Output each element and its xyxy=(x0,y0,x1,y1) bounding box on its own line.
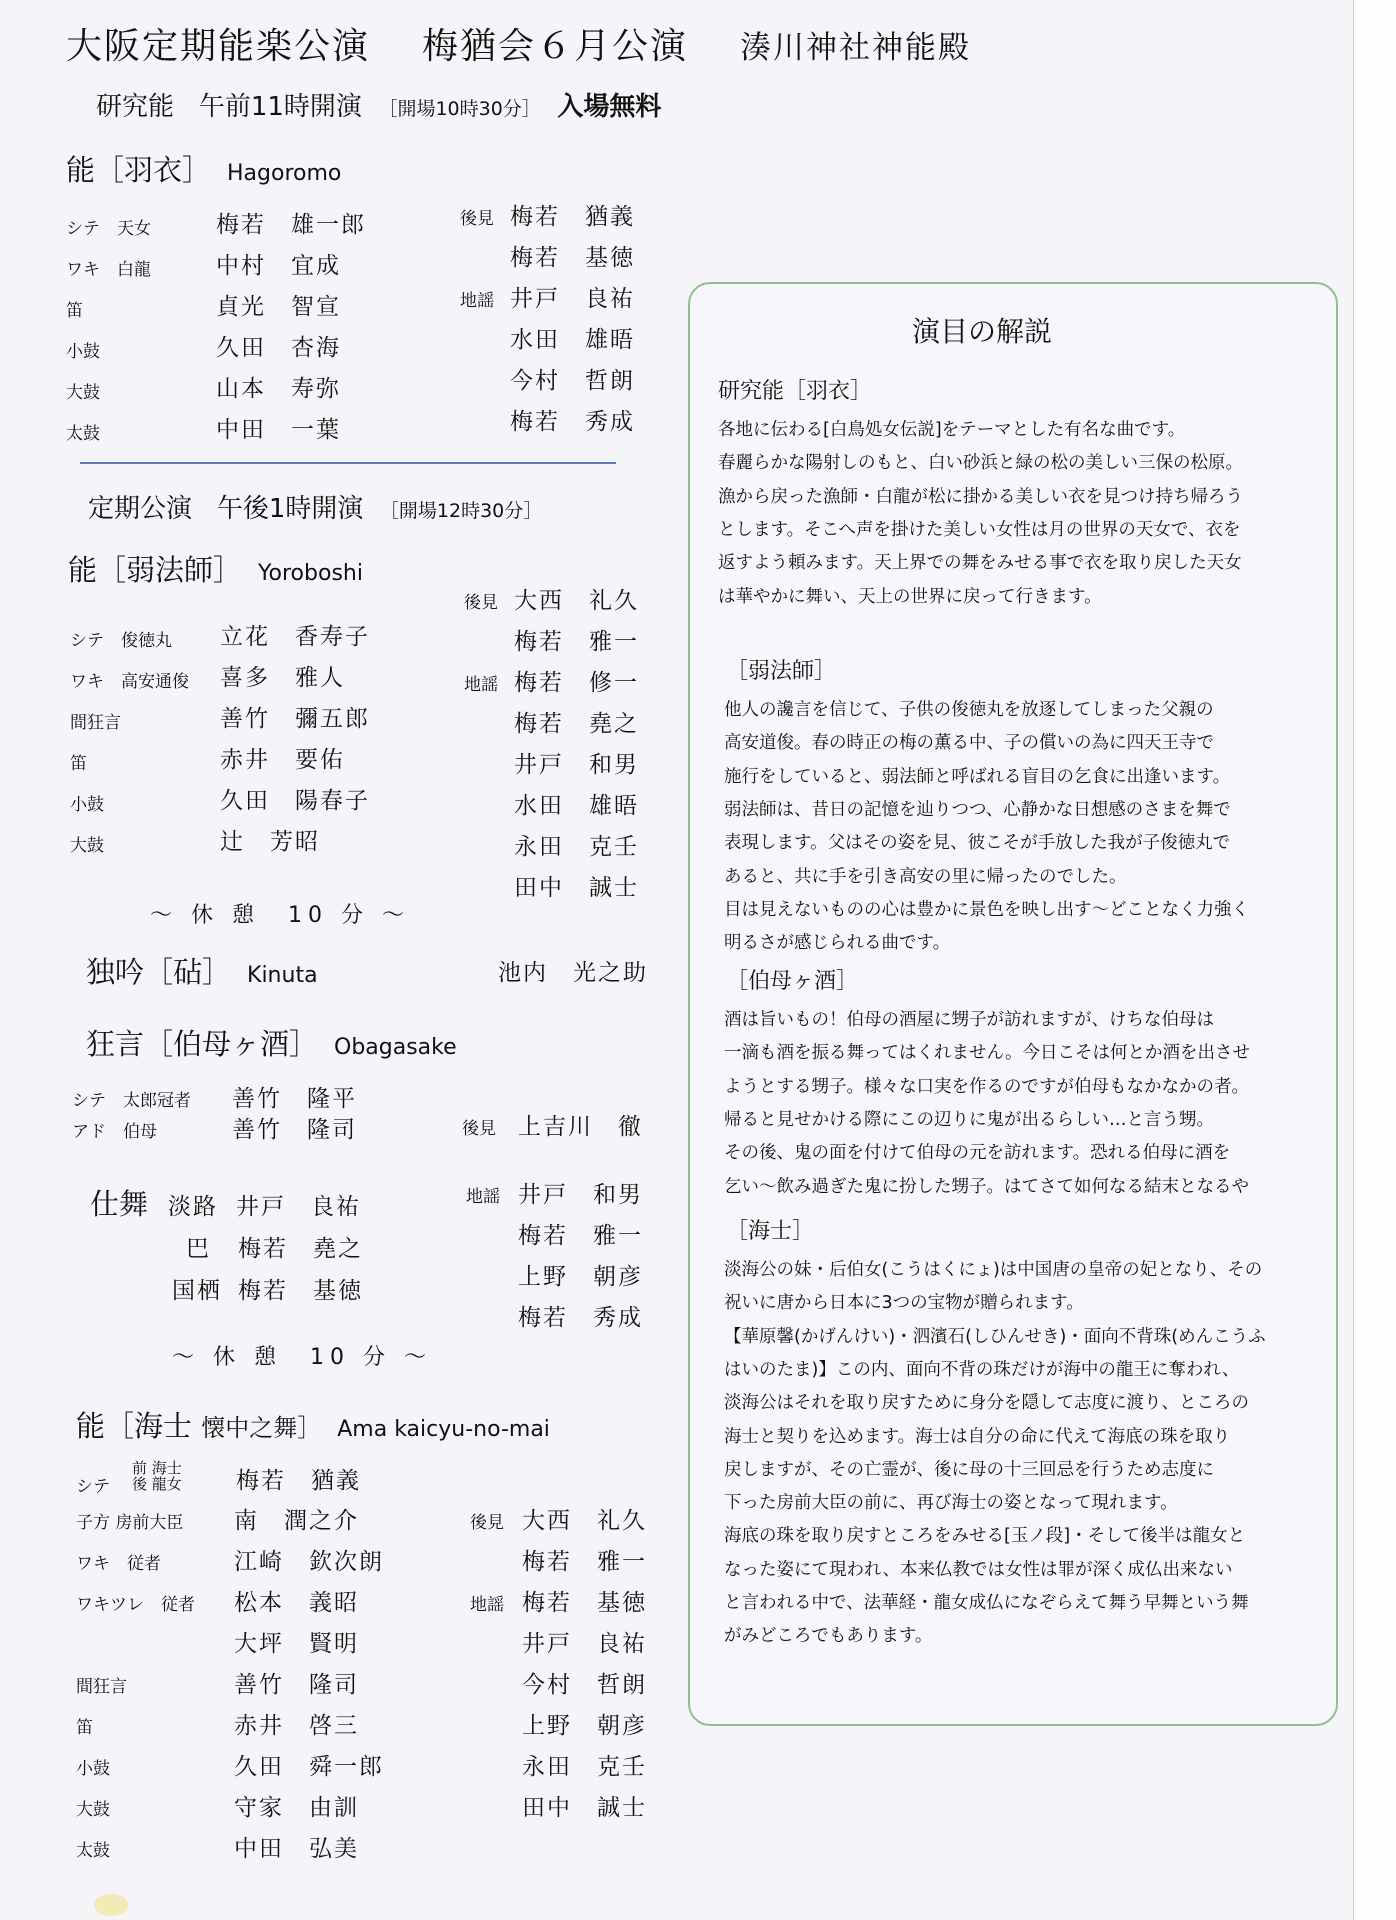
commentary-line: 漁から戻った漁師・白龍が松に掛かる美しい衣を見つけ持ち帰ろう xyxy=(718,486,1243,507)
shimai-piece-title: 巴 xyxy=(186,1236,211,1262)
cast-name: 善竹 隆平 xyxy=(232,1086,357,1112)
header-title: 大阪定期能楽公演 xyxy=(66,26,371,67)
play-title-obagasake xyxy=(86,1022,457,1063)
commentary-line: 目は見えないものの心は豊かに景色を映し出す～どことなく力強く xyxy=(724,899,1249,920)
commentary-line: 淡海公はそれを取り戻すために身分を隠して志度に渡り、ところの xyxy=(724,1393,1249,1414)
cast-role: 笛 xyxy=(66,301,83,321)
cast-name: 松本 義昭 xyxy=(234,1590,359,1616)
commentary-line: 淡海公の妹・后伯女(こうはくにょ)は中国唐の皇帝の妃となり、その xyxy=(724,1260,1263,1280)
cast-role: ワキツレ 従者 xyxy=(76,1595,195,1615)
cast-name: 梅若 堯之 xyxy=(514,711,639,737)
cast-name: 井戸 良祐 xyxy=(510,286,635,312)
commentary-line: 戻しますが、その亡霊が、後に母の十三回忌を行うため志度に xyxy=(724,1459,1214,1480)
intermission-1: ～ 休 憩 10 分 ～ xyxy=(150,903,410,928)
cast-name: 水田 雄晤 xyxy=(510,327,635,353)
commentary-line: 一滴も酒を振る舞ってはくれません。今日こそは何とか酒を出させ xyxy=(724,1043,1251,1064)
cast-name: 立花 香寿子 xyxy=(220,624,370,650)
cast-role: 笛 xyxy=(76,1718,93,1738)
cast-name: 田中 誠士 xyxy=(522,1795,647,1821)
cast-role: ワキ 白龍 xyxy=(66,260,151,280)
cast-role: シテ 天女 xyxy=(66,219,151,239)
cast-name: 梅若 猶義 xyxy=(510,204,635,230)
obagasake-koken-role: 後見 xyxy=(462,1119,496,1139)
cast-role: 小鼓 xyxy=(66,342,100,362)
morning-session-line xyxy=(96,86,661,123)
paper-stain xyxy=(94,1894,128,1916)
cast-name: 大西 礼久 xyxy=(522,1508,647,1534)
shimai-performer: 井戸 良祐 xyxy=(236,1194,361,1220)
cast-name: 梅若 雅一 xyxy=(518,1223,643,1249)
shimai-performer: 梅若 基徳 xyxy=(238,1278,363,1304)
cast-name: 久田 舜一郎 xyxy=(234,1754,384,1780)
intermission-2: ～ 休 憩 10 分 ～ xyxy=(172,1345,432,1370)
cast-name: 梅若 基徳 xyxy=(522,1590,647,1616)
cast-name: 井戸 良祐 xyxy=(522,1631,647,1657)
commentary-heading: ［弱法師］ xyxy=(726,659,837,684)
cast-name: 大坪 賢明 xyxy=(234,1631,359,1657)
cast-role: 間狂言 xyxy=(76,1677,127,1697)
header-venue: 湊川神社神能殿 xyxy=(740,30,972,66)
cast-name: 善竹 隆司 xyxy=(232,1117,357,1143)
cast-role: シテ 太郎冠者 xyxy=(72,1091,191,1111)
ama-mai: 懐中之舞］ xyxy=(201,1414,322,1442)
admission-free: 入場無料 xyxy=(557,92,662,122)
cast-name: 梅若 秀成 xyxy=(510,409,635,435)
commentary-box xyxy=(688,282,1338,1726)
kinuta-en: Kinuta xyxy=(247,963,318,988)
commentary-line: は華やかに舞い、天上の世界に戻って行きます。 xyxy=(718,586,1102,607)
commentary-line: と言われる中で、法華経・龍女成仏になぞらえて舞う早舞という舞 xyxy=(724,1593,1249,1613)
cast-name: 水田 雄晤 xyxy=(514,793,639,819)
cast-role: 大鼓 xyxy=(70,836,104,856)
kinuta-title: 独吟［砧］ xyxy=(86,955,232,989)
cast-role: 後見 xyxy=(470,1513,504,1533)
play-title-yoroboshi xyxy=(68,548,363,589)
cast-name: 久田 陽春子 xyxy=(220,788,370,814)
commentary-line: がみどころでもあります。 xyxy=(724,1626,933,1647)
header-subtitle: 梅猶会６月公演 xyxy=(422,26,689,67)
cast-role: 地謡 xyxy=(464,675,498,695)
shimai-piece-title: 国栖 xyxy=(172,1278,222,1304)
obagasake-title: 狂言［伯母ヶ酒］ xyxy=(86,1027,319,1061)
cast-role: 地謡 xyxy=(470,1595,504,1615)
cast-name: 喜多 雅人 xyxy=(220,665,345,691)
ama-en: Ama kaicyu-no-mai xyxy=(337,1417,550,1442)
shimai-piece-title: 淡路 xyxy=(168,1194,218,1220)
cast-name: 井戸 和男 xyxy=(514,752,639,778)
cast-role: 笛 xyxy=(70,754,87,774)
play-title-kinuta xyxy=(86,950,318,991)
commentary-line: 表現します。父はその姿を見、彼こそが手放した我が子俊徳丸で xyxy=(724,833,1231,854)
obagasake-koken-name: 上吉川 徹 xyxy=(518,1114,643,1140)
commentary-line: 施行をしていると、弱法師と呼ばれる盲目の乞食に出逢います。 xyxy=(724,766,1231,787)
commentary-line: 高安道俊。春の時正の梅の薫る中、子の償いの為に四天王寺で xyxy=(724,733,1214,754)
cast-role: 小鼓 xyxy=(70,795,104,815)
page-header xyxy=(66,18,1023,69)
cast-role: 間狂言 xyxy=(70,713,121,733)
commentary-line: 祝いに唐から日本に3つの宝物が贈られます。 xyxy=(724,1293,1084,1314)
play-title-ama xyxy=(76,1404,550,1445)
morning-open: ［開場10時30分］ xyxy=(378,98,541,120)
commentary-line: 弱法師は、昔日の記憶を辿りつつ、心静かな日想感のさまを舞で xyxy=(724,799,1231,820)
cast-name: 南 潤之介 xyxy=(234,1508,359,1534)
cast-name: 梅若 雄一郎 xyxy=(216,212,366,238)
cast-role: ワキ 高安通俊 xyxy=(70,672,189,692)
cast-name: 久田 杏海 xyxy=(216,335,341,361)
commentary-line: 帰ると見せかける際にこの辺りに鬼が出るらしい…と言う甥。 xyxy=(724,1109,1214,1130)
commentary-heading: 研究能［羽衣］ xyxy=(718,379,873,404)
cast-name: 永田 克壬 xyxy=(522,1754,647,1780)
page-edge xyxy=(1353,0,1396,1920)
hagoromo-title: 能［羽衣］ xyxy=(66,153,212,187)
afternoon-label: 定期公演 xyxy=(88,494,193,524)
cast-name: 守家 由訓 xyxy=(234,1795,359,1821)
commentary-line: 酒は旨いもの！伯母の酒屋に甥子が訪れますが、けちな伯母は xyxy=(724,1010,1214,1030)
cast-name: 大西 礼久 xyxy=(514,588,639,614)
commentary-line: はいのたま)】この内、面向不背の珠だけが海中の龍王に奪われ、 xyxy=(724,1359,1240,1380)
cast-role: 地謡 xyxy=(466,1187,500,1207)
commentary-line: 海底の珠を取り戻すところをみせる[玉ノ段]・そして後半は龍女と xyxy=(724,1526,1246,1547)
cast-name: 善竹 彌五郎 xyxy=(220,706,370,732)
commentary-line: 明るさが感じられる曲です。 xyxy=(724,933,951,954)
commentary-title: 演目の解説 xyxy=(912,315,1053,348)
commentary-line: なった姿にて現われ、本来仏教では女性は罪が深く成仏出来ない xyxy=(724,1559,1233,1580)
cast-role: 後見 xyxy=(464,593,498,613)
morning-label: 研究能 xyxy=(96,92,175,122)
ama-shite-role: シテ xyxy=(76,1477,110,1497)
cast-name: 今村 哲朗 xyxy=(522,1672,647,1698)
commentary-line: 海士と契りを込めます。海士は自分の命に代えて海底の珠を取り xyxy=(724,1426,1231,1447)
ama-title: 能［海士 xyxy=(76,1409,193,1443)
cast-role: 子方 房前大臣 xyxy=(76,1513,184,1533)
cast-name: 梅若 修一 xyxy=(514,670,639,696)
cast-name: 貞光 智宣 xyxy=(216,294,341,320)
cast-name: 中田 弘美 xyxy=(234,1836,359,1862)
cast-name: 梅若 雅一 xyxy=(514,629,639,655)
yoroboshi-en: Yoroboshi xyxy=(258,561,363,586)
afternoon-start: 午後1時開演 xyxy=(216,494,364,524)
cast-name: 辻 芳昭 xyxy=(220,829,320,855)
obagasake-en: Obagasake xyxy=(334,1035,457,1060)
cast-name: 江崎 欽次朗 xyxy=(234,1549,384,1575)
afternoon-session-line xyxy=(88,488,542,525)
cast-name: 中田 一葉 xyxy=(216,417,341,443)
commentary-line: あると、共に手を引き高安の里に帰ったのでした。 xyxy=(724,866,1127,887)
shimai-performer: 梅若 堯之 xyxy=(238,1236,363,1262)
cast-name: 梅若 雅一 xyxy=(522,1549,647,1575)
cast-role: 地謡 xyxy=(460,291,494,311)
commentary-heading: ［伯母ヶ酒］ xyxy=(726,969,859,994)
cast-role: シテ 俊徳丸 xyxy=(70,631,172,651)
kinuta-performer: 池内 光之助 xyxy=(498,960,648,986)
cast-role: 太鼓 xyxy=(76,1841,110,1861)
section-divider xyxy=(80,462,616,464)
commentary-line: 返すよう頼みます。天上界での舞をみせる事で衣を取り戻した天女 xyxy=(718,553,1242,574)
cast-role: 太鼓 xyxy=(66,424,100,444)
cast-name: 中村 宜成 xyxy=(216,253,341,279)
commentary-line: 乞い～飲み過ぎた鬼に扮した甥子。はてさて如何なる結末となるや xyxy=(724,1176,1249,1197)
cast-name: 赤井 要佑 xyxy=(220,747,345,773)
shimai-label: 仕舞 xyxy=(90,1187,149,1221)
cast-name: 山本 寿弥 xyxy=(216,376,341,402)
ama-shite-nochi: 後 龍女 xyxy=(132,1475,182,1493)
cast-name: 永田 克壬 xyxy=(514,834,639,860)
commentary-line: 下った房前大臣の前に、再び海士の姿となって現れます。 xyxy=(724,1493,1178,1514)
cast-role: 大鼓 xyxy=(66,383,100,403)
cast-role: ワキ 従者 xyxy=(76,1554,161,1574)
ama-shite-name: 梅若 猶義 xyxy=(236,1468,361,1494)
cast-role: 大鼓 xyxy=(76,1800,110,1820)
cast-name: 上野 朝彦 xyxy=(522,1713,647,1739)
hagoromo-en: Hagoromo xyxy=(227,161,342,186)
yoroboshi-title: 能［弱法師］ xyxy=(68,553,243,587)
cast-name: 井戸 和男 xyxy=(518,1182,643,1208)
play-title-hagoromo xyxy=(66,148,341,189)
commentary-heading: ［海士］ xyxy=(726,1219,815,1244)
commentary-line: 春麗らかな陽射しのもと、白い砂浜と緑の松の美しい三保の松原。 xyxy=(718,453,1243,474)
cast-name: 梅若 秀成 xyxy=(518,1305,643,1331)
commentary-line: ようとする甥子。様々な口実を作るのですが伯母もなかなかの者。 xyxy=(724,1076,1249,1097)
ama-shite-mae: 前 海士 xyxy=(132,1459,182,1477)
commentary-line: 各地に伝わる[白鳥処女伝説]をテーマとした有名な曲です。 xyxy=(718,420,1186,440)
cast-role: アド 伯母 xyxy=(72,1122,157,1142)
cast-name: 今村 哲朗 xyxy=(510,368,635,394)
cast-name: 赤井 啓三 xyxy=(234,1713,359,1739)
commentary-line: 【華原馨(かげんけい)・泗濱石(しひんせき)・面向不背珠(めんこうふ xyxy=(724,1326,1266,1347)
cast-role: 後見 xyxy=(460,209,494,229)
morning-start: 午前11時開演 xyxy=(198,92,362,122)
cast-name: 田中 誠士 xyxy=(514,875,639,901)
commentary-line: その後、鬼の面を付けて伯母の元を訪れます。恐れる伯母に酒を xyxy=(724,1143,1231,1164)
cast-role: 小鼓 xyxy=(76,1759,110,1779)
cast-name: 上野 朝彦 xyxy=(518,1264,643,1290)
commentary-line: とします。そこへ声を掛けた美しい女性は月の世界の天女で、衣を xyxy=(718,519,1241,540)
cast-name: 善竹 隆司 xyxy=(234,1672,359,1698)
commentary-line: 他人の讒言を信じて、子供の俊徳丸を放逐してしまった父親の xyxy=(724,700,1214,720)
cast-name: 梅若 基徳 xyxy=(510,245,635,271)
afternoon-open: ［開場12時30分］ xyxy=(379,500,543,522)
ama-shite-mae-nochi xyxy=(132,1460,182,1492)
